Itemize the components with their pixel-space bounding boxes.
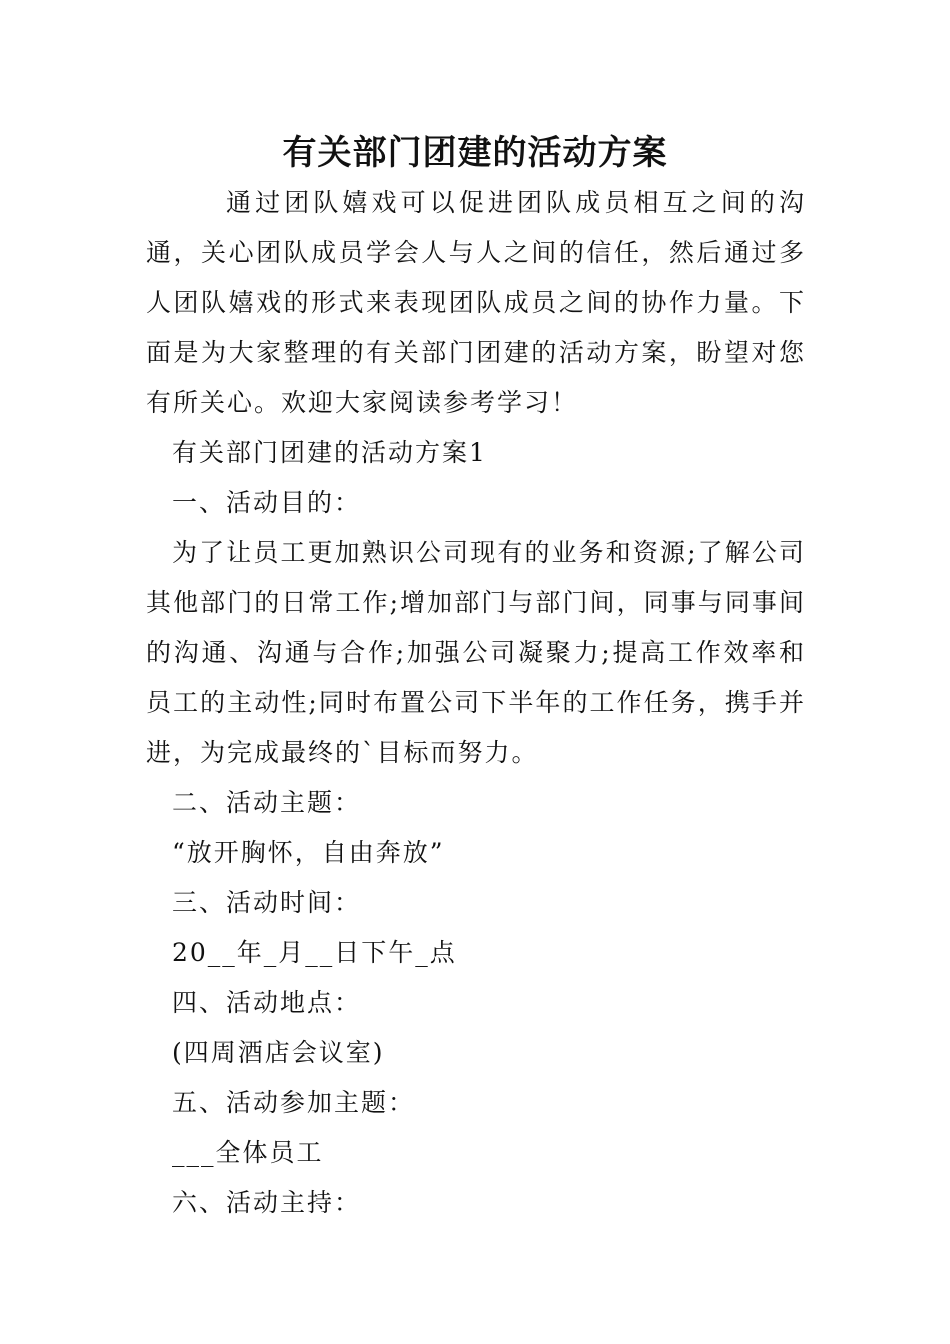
- document-title: 有关部门团建的活动方案: [282, 133, 668, 173]
- section-body-time: 20__年_月__日下午_点: [172, 938, 457, 967]
- section-heading-location: 四、活动地点：: [172, 988, 362, 1017]
- intro-paragraph: 通过团队嬉戏可以促进团队成员相互之间的沟通，关心团队成员学会人与人之间的信任，然后通过多人团队嬉戏的形式来表现团队成员之间的协作力量。下面是为大家整理的有关部门团建的活动方案，盼望对您有所关心。欢迎大家阅读参考学习！: [146, 188, 806, 417]
- section-heading-participants: 五、活动参加主题：: [172, 1088, 416, 1117]
- section-body-participants: ___全体员工: [172, 1138, 324, 1167]
- section-heading-theme: 二、活动主题：: [172, 788, 362, 817]
- plan-subtitle: 有关部门团建的活动方案1: [172, 438, 487, 467]
- section-body-location: (四周酒店会议室): [172, 1038, 385, 1067]
- section-body-purpose: 为了让员工更加熟识公司现有的业务和资源;了解公司其他部门的日常工作;增加部门与部门间，同事与同事间的沟通、沟通与合作;加强公司凝聚力;提高工作效率和员工的主动性;同时布置公司下半年的工作任务，携手并进，为完成最终的`目标而努力。: [146, 538, 806, 767]
- section-heading-purpose: 一、活动目的：: [172, 488, 362, 517]
- section-heading-time: 三、活动时间：: [172, 888, 362, 917]
- section-body-theme: “放开胸怀，自由奔放”: [172, 838, 445, 867]
- section-heading-host: 六、活动主持：: [172, 1188, 362, 1217]
